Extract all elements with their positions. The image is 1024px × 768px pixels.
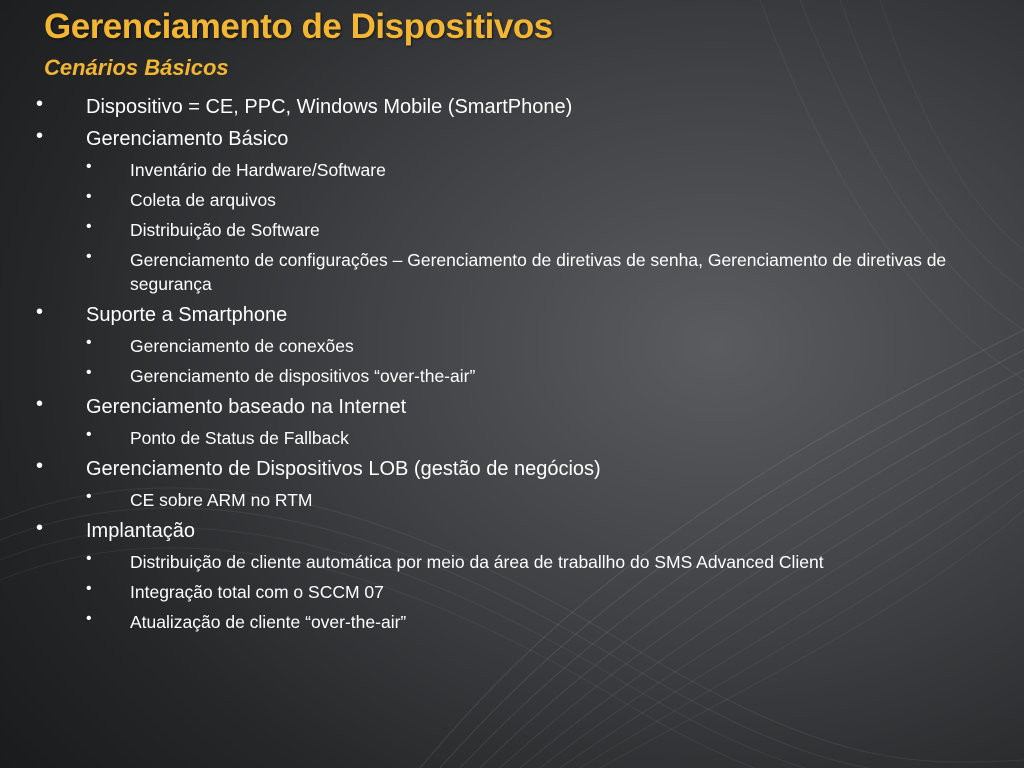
bullet-item: [30, 456, 990, 482]
sub-bullet-item: [30, 248, 990, 296]
sub-bullet-text: Distribuição de Software: [130, 220, 320, 240]
sub-bullet-dot: •: [86, 188, 92, 205]
bullet-item: [30, 94, 990, 120]
sub-bullet-dot: •: [86, 248, 92, 265]
sub-bullet-text: Gerenciamento de configurações – Gerenciamento de diretivas de senha, Gerenciamento de diretivas de segurança: [130, 250, 947, 294]
sub-bullet-text: Gerenciamento de dispositivos “over-the-air”: [130, 366, 476, 386]
sub-bullet-text: Ponto de Status de Fallback: [130, 428, 349, 448]
sub-bullet-dot: •: [86, 334, 92, 351]
slide-title: Gerenciamento de Dispositivos: [44, 7, 553, 46]
bullet-item: [30, 394, 990, 420]
sub-bullet-text: Distribuição de cliente automática por meio da área de traballho do SMS Advanced Client: [130, 552, 824, 572]
bullet-dot: •: [36, 93, 44, 115]
sub-bullet-dot: •: [86, 426, 92, 443]
bullet-list: [30, 92, 990, 634]
sub-bullet-item: [30, 334, 990, 358]
sub-bullet-item: [30, 610, 990, 634]
sub-bullet-dot: •: [86, 580, 92, 597]
sub-bullet-dot: •: [86, 364, 92, 381]
bullet-dot: •: [36, 125, 44, 147]
bullet-dot: •: [36, 517, 44, 539]
bullet-text: Dispositivo = CE, PPC, Windows Mobile (SmartPhone): [86, 96, 573, 118]
bullet-text: Gerenciamento Básico: [86, 128, 289, 150]
sub-bullet-item: [30, 158, 990, 182]
sub-bullet-dot: •: [86, 218, 92, 235]
bullet-text: Implantação: [86, 520, 195, 542]
bullet-text: Gerenciamento de Dispositivos LOB (gestão de negócios): [86, 458, 601, 480]
sub-bullet-item: [30, 426, 990, 450]
sub-bullet-item: [30, 188, 990, 212]
sub-bullet-dot: •: [86, 550, 92, 567]
sub-bullet-item: [30, 580, 990, 604]
sub-bullet-item: [30, 218, 990, 242]
sub-bullet-text: Integração total com o SCCM 07: [130, 582, 384, 602]
bullet-item: [30, 518, 990, 544]
sub-bullet-item: [30, 488, 990, 512]
sub-bullet-dot: •: [86, 610, 92, 627]
bullet-text: Gerenciamento baseado na Internet: [86, 396, 407, 418]
sub-bullet-text: CE sobre ARM no RTM: [130, 490, 313, 510]
bullet-item: [30, 302, 990, 328]
bullet-item: [30, 126, 990, 152]
bullet-text: Suporte a Smartphone: [86, 304, 288, 326]
sub-bullet-dot: •: [86, 488, 92, 505]
sub-bullet-item: [30, 550, 990, 574]
sub-bullet-dot: •: [86, 158, 92, 175]
sub-bullet-text: Atualização de cliente “over-the-air”: [130, 612, 407, 632]
sub-bullet-item: [30, 364, 990, 388]
sub-bullet-text: Gerenciamento de conexões: [130, 336, 354, 356]
bullet-dot: •: [36, 301, 44, 323]
sub-bullet-text: Coleta de arquivos: [130, 190, 276, 210]
sub-bullet-text: Inventário de Hardware/Software: [130, 160, 386, 180]
bullet-dot: •: [36, 393, 44, 415]
bullet-dot: •: [36, 455, 44, 477]
slide-subtitle: Cenários Básicos: [44, 55, 229, 80]
